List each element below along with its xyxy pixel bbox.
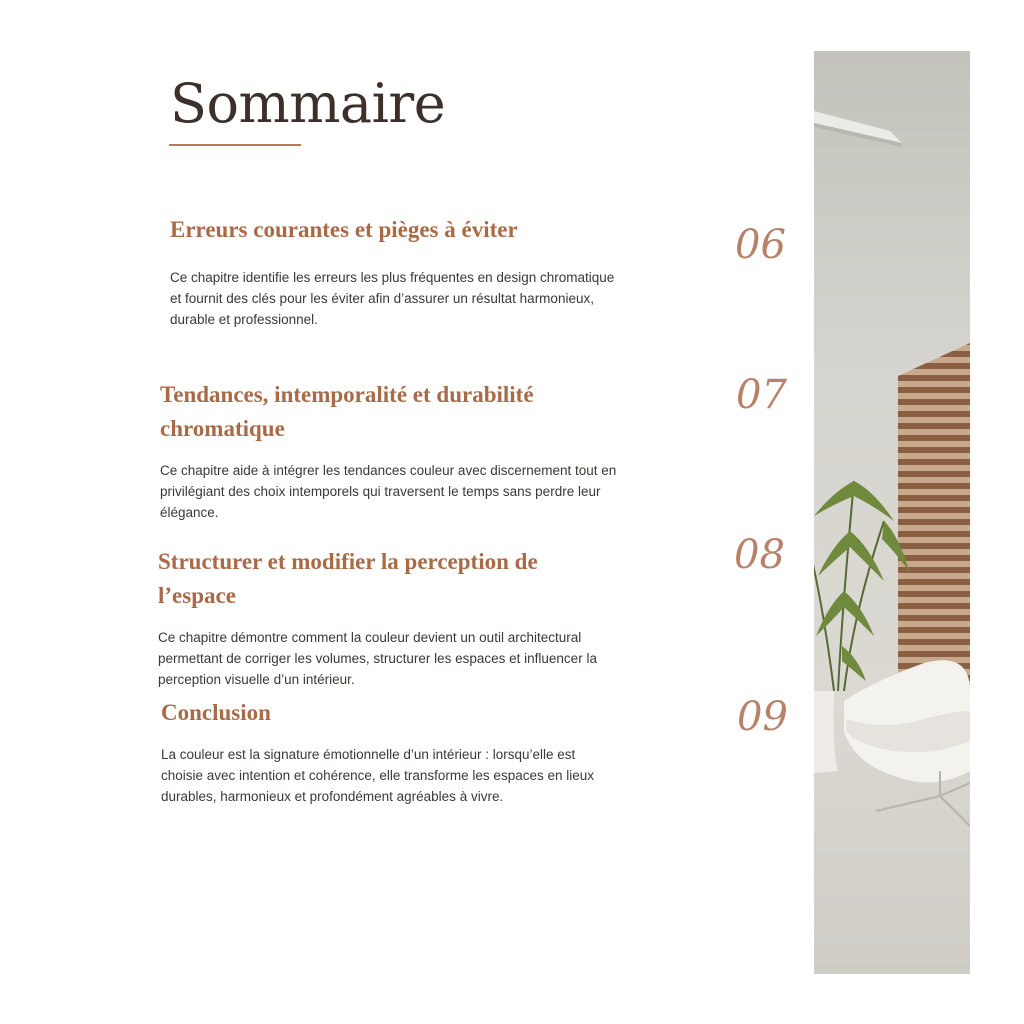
toc-entry-description: Ce chapitre démontre comment la couleur devient un outil architectural permettant de corriger les volumes, structurer les espaces et influencer la perception visuelle d’un intérieur. (158, 630, 597, 687)
title-underline (169, 144, 301, 146)
toc-entry-heading[interactable]: Erreurs courantes et pièges à éviter (170, 217, 518, 242)
toc-entry-06[interactable] (170, 213, 620, 330)
toc-entry-description: Ce chapitre identifie les erreurs les plus fréquentes en design chromatique et fournit des clés pour les éviter afin d’assurer un résultat harmonieux, durable et professionnel. (170, 270, 615, 327)
toc-entry-09[interactable] (161, 696, 611, 807)
page-number-09: 09 (737, 694, 788, 740)
page-number-06: 06 (735, 222, 786, 268)
page-title: Sommaire (170, 72, 446, 135)
toc-entry-description: Ce chapitre aide à intégrer les tendances couleur avec discernement tout en privilégiant des choix intemporels qui traversent le temps sans perdre leur élégance. (160, 463, 617, 520)
toc-entry-heading[interactable]: Tendances, intemporalité et durabilité chromatique (160, 382, 534, 441)
toc-entry-07[interactable] (160, 378, 620, 523)
toc-entry-heading[interactable]: Conclusion (161, 700, 271, 725)
toc-entry-08[interactable] (158, 545, 620, 690)
page-number-08: 08 (734, 532, 785, 578)
toc-entry-heading[interactable]: Structurer et modifier la perception de l’espace (158, 549, 538, 608)
toc-entry-description: La couleur est la signature émotionnelle d’un intérieur : lorsqu’elle est choisie avec intention et cohérence, elle transforme les espaces en lieux durables, harmonieux et profondément agréables à vivre. (161, 747, 594, 804)
interior-photo (814, 51, 970, 974)
page-number-07: 07 (736, 372, 787, 418)
